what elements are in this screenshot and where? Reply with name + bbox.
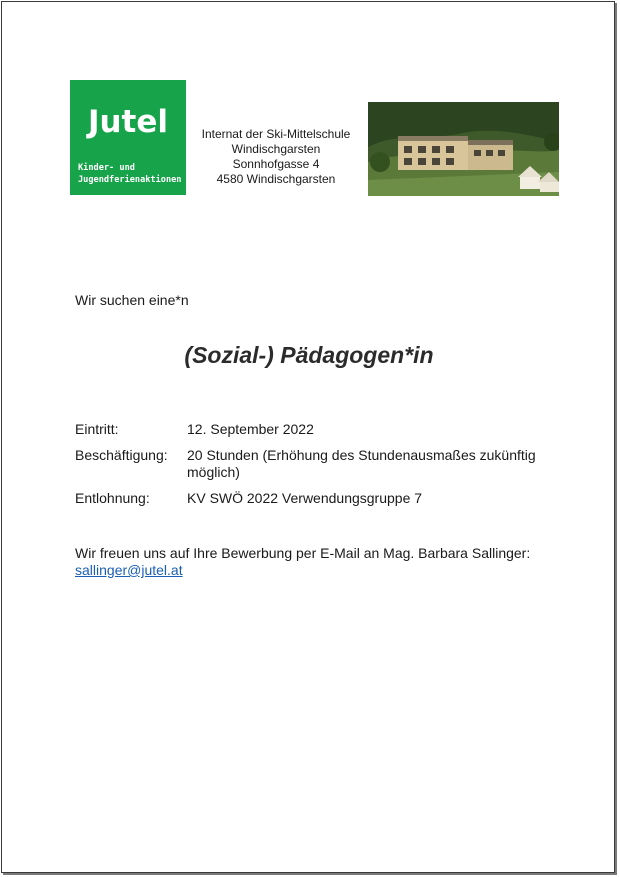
email-link[interactable]: sallinger@jutel.at — [75, 562, 183, 578]
building-photo — [368, 102, 559, 196]
document-page — [1, 1, 615, 873]
school-address: Internat der Ski-Mittelschule Windischgarsten Sonnhofgasse 4 4580 Windischgarsten — [201, 127, 351, 186]
job-title: (Sozial-) Pädagogen*in — [184, 342, 434, 368]
logo-wordmark: Jutel — [87, 104, 169, 140]
logo-subtitle: Kinder- und Jugendferienaktionen — [78, 163, 182, 185]
detail-row-employment: Beschäftigung: 20 Stunden (Erhöhung des Stundenausmaßes zukünftig möglich) — [75, 447, 536, 480]
detail-row-start: Eintritt: 12. September 2022 — [75, 421, 314, 437]
intro-text: Wir suchen eine*n — [75, 292, 189, 308]
jutel-logo — [70, 80, 186, 195]
detail-row-salary: Entlohnung: KV SWÖ 2022 Verwendungsgruppe 7 — [75, 490, 423, 506]
closing-text: Wir freuen uns auf Ihre Bewerbung per E-Mail an Mag. Barbara Sallinger: sallinger@jutel.at — [75, 545, 531, 578]
job-details — [75, 421, 555, 516]
